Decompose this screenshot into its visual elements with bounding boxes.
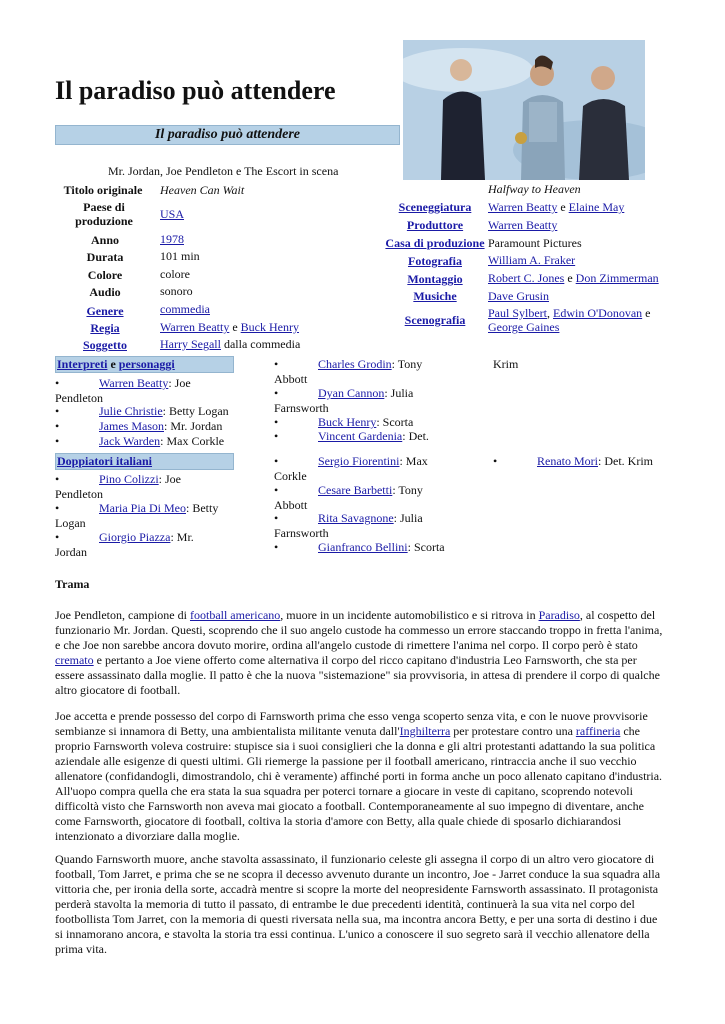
value-audio: sonoro xyxy=(160,284,193,298)
link-usa[interactable]: USA xyxy=(160,207,185,221)
link-buck-henry[interactable]: Buck Henry xyxy=(240,320,299,334)
link-cremato[interactable]: cremato xyxy=(55,653,94,667)
value-titolo-originale: Heaven Can Wait xyxy=(160,183,245,197)
link-actor[interactable]: Dyan Cannon xyxy=(318,386,385,400)
link-actor[interactable]: Julie Christie xyxy=(99,404,163,418)
link-william-fraker[interactable]: William A. Fraker xyxy=(488,253,576,267)
label-paese: Paese di produzione xyxy=(75,200,133,228)
link-football-americano[interactable]: football americano xyxy=(189,608,281,622)
link-elaine-may[interactable]: Elaine May xyxy=(568,200,625,214)
link-musiche[interactable]: Musiche xyxy=(413,289,457,303)
value-colore: colore xyxy=(160,267,190,281)
link-actor[interactable]: Gianfranco Bellini xyxy=(318,540,408,554)
label-audio: Audio xyxy=(89,285,121,299)
list-item: • Maria Pia Di Meo: Betty Logan xyxy=(55,501,219,530)
value-scenografia-line1: Paul Sylbert, Edwin O'Donovan e xyxy=(488,306,651,320)
link-actor[interactable]: Sergio Fiorentini xyxy=(318,454,400,468)
titolo-continuation: Halfway to Heaven xyxy=(488,182,581,196)
list-item: • Giorgio Piazza: Mr. Jordan xyxy=(55,530,194,559)
interpreti-col3-text: Krim xyxy=(493,357,519,371)
link-don-zimmerman[interactable]: Don Zimmerman xyxy=(575,271,659,285)
list-item: • Jack Warden: Max Corkle xyxy=(55,434,225,448)
infobox-header: Il paradiso può attendere xyxy=(55,125,400,145)
link-interpreti[interactable]: Interpreti xyxy=(57,357,108,371)
link-actor[interactable]: James Mason xyxy=(99,419,164,433)
link-produttore[interactable]: Produttore xyxy=(406,218,464,232)
value-soggetto: Harry Segall dalla commedia xyxy=(160,337,301,351)
plot-paragraph-1: Joe Pendleton, campione di football americano, muore in un incidente automobilistico e si ritrova in Paradiso, al cospetto del funzionario Mr. Jordan. Questi, scoprendo che il suo angelo custode ha commesso un errore staccando troppo in fretta l'anima, e che Joe non sarebbe ancora dovuto morire, ordina all'angelo custode di rimettere l'anima nel corpo. Il corpo però è stato cremato e pertanto a Joe viene offerto come alternativa il corpo del ricco capitano d'industria Leo Farnsworth, che sta per essere assassinato dalla moglie. Il patto è che la nuova "sistemazione" sia provvisoria, in attesa di prendere il corpo di qualche altro giocatore di football. xyxy=(55,608,663,697)
list-item: • James Mason: Mr. Jordan xyxy=(55,419,223,433)
list-item: • Gianfranco Bellini: Scorta xyxy=(274,540,445,554)
link-warren-beatty-2[interactable]: Warren Beatty xyxy=(488,200,558,214)
film-still-photo xyxy=(403,40,645,180)
doppiatori-header xyxy=(55,453,234,470)
plot-paragraph-3: Quando Farnsworth muore, anche stavolta assassinato, il funzionario celeste gli assegna il corpo di un altro vero giocatore di football, Tom Jarret, e prima che se ne scopra il decesso avvenuto durante un incontro, Joe - Jarret conduce la sua squadra alla vittoria che, per ironia della sorte, accadrà mentre si scopre la morte del neopresidente Farnsworth assassinato. Il protagonista perderà stavolta la memoria di tutto il passato, di entrambe le due precedenti identità, continuerà la sua vita nel corpo del footbollista Tom Jarret, con la memoria di questi riversata nella sua, ma incontra ancora Betty, e per una sorta di destino i due si innamorano ancora, e stavolta la storia tra essi continua. L'unico a conoscere il suo segreto sarà il vecchio allenatore della prima vita. xyxy=(55,852,661,956)
link-soggetto[interactable]: Soggetto xyxy=(83,338,127,352)
link-actor[interactable]: Giorgio Piazza xyxy=(99,530,171,544)
link-actor[interactable]: Buck Henry xyxy=(318,415,377,429)
list-item: • Julie Christie: Betty Logan xyxy=(55,404,229,418)
list-item: • Rita Savagnone: Julia Farnsworth xyxy=(274,511,423,540)
link-genere[interactable]: Genere xyxy=(86,304,124,318)
link-montaggio[interactable]: Montaggio xyxy=(407,272,463,286)
link-harry-segall[interactable]: Harry Segall xyxy=(160,337,221,351)
link-1978[interactable]: 1978 xyxy=(160,232,184,246)
link-doppiatori-italiani[interactable]: Doppiatori italiani xyxy=(57,454,153,468)
link-casa-produzione[interactable]: Casa di produzione xyxy=(385,236,485,250)
list-item: • Buck Henry: Scorta xyxy=(274,415,414,429)
label-durata: Durata xyxy=(86,250,124,264)
page-title: Il paradiso può attendere xyxy=(55,76,336,105)
link-paul-sylbert[interactable]: Paul Sylbert xyxy=(488,306,547,320)
link-actor[interactable]: Charles Grodin xyxy=(318,357,392,371)
list-item: • Charles Grodin: Tony Abbott xyxy=(274,357,423,386)
value-regia: Warren Beatty e Buck Henry xyxy=(160,320,299,334)
link-warren-beatty-3[interactable]: Warren Beatty xyxy=(488,218,558,232)
link-actor[interactable]: Jack Warden xyxy=(99,434,161,448)
link-actor[interactable]: Rita Savagnone xyxy=(318,511,394,525)
link-actor[interactable]: Vincent Gardenia xyxy=(318,429,403,443)
label-colore: Colore xyxy=(87,268,123,282)
trama-heading: Trama xyxy=(55,577,90,591)
link-robert-jones[interactable]: Robert C. Jones xyxy=(488,271,565,285)
list-item: • Sergio Fiorentini: Max Corkle xyxy=(274,454,428,483)
value-montaggio: Robert C. Jones e Don Zimmerman xyxy=(488,271,659,285)
link-edwin-odonovan[interactable]: Edwin O'Donovan xyxy=(553,306,643,320)
list-item: • Renato Mori: Det. Krim xyxy=(493,454,653,468)
link-actor[interactable]: Renato Mori xyxy=(537,454,598,468)
link-sceneggiatura[interactable]: Sceneggiatura xyxy=(398,200,472,214)
list-item: • Vincent Gardenia: Det. xyxy=(274,429,429,443)
link-inghilterra[interactable]: Inghilterra xyxy=(399,724,451,738)
list-item: • Cesare Barbetti: Tony Abbott xyxy=(274,483,423,512)
scene-illustration xyxy=(403,40,645,180)
list-item: • Pino Colizzi: Joe Pendleton xyxy=(55,472,182,501)
plot-paragraph-2: Joe accetta e prende possesso del corpo di Farnsworth prima che esso venga scoperto senza vita, e con le nuove provvisorie sembianze si innamora di Betty, una ambientalista militante venuta dall'Inghilterra per protestare contro una raffineria che proprio Farnsworth voleva costruire: stupisce sia i suoi consiglieri che la donna e gli altri protestanti adattando la sua politica aziendale alle esigenze di questi ultimi. Gli riemerge la passione per il football americano, rintraccia anche il suo vecchio allenatore (confidandogli, dimostrandolo, chi è veramente) affinché porti in forma anche un poco allenato capitano d'industria. All'uopo compra quella che era stata la sua squadra per poterci tornare a giocare in veste di capitano, scoprendo notevoli difficoltà visto che Farnsworth non aveva mai giocato a football. Contemporaneamente al suo impegno di diventare, anche come Farnsworth, giocatore di football, coltiva la storia d'amore con Betty, alla quale chiede di sposarlo dichiarandosi intenzionato a divorziare dalla moglie. xyxy=(55,709,663,843)
value-casa-produzione: Paramount Pictures xyxy=(488,236,582,250)
link-actor[interactable]: Warren Beatty xyxy=(99,376,169,390)
link-scenografia[interactable]: Scenografia xyxy=(404,313,466,327)
link-fotografia[interactable]: Fotografia xyxy=(408,254,462,268)
link-warren-beatty[interactable]: Warren Beatty xyxy=(160,320,230,334)
interpreti-header: Interpreti e personaggi xyxy=(55,356,234,373)
label-anno: Anno xyxy=(90,233,119,247)
link-personaggi[interactable]: personaggi xyxy=(118,357,175,371)
link-commedia[interactable]: commedia xyxy=(160,302,210,316)
link-actor[interactable]: Cesare Barbetti xyxy=(318,483,393,497)
link-george-gaines[interactable]: George Gaines xyxy=(488,320,560,334)
link-dave-grusin[interactable]: Dave Grusin xyxy=(488,289,549,303)
link-actor[interactable]: Maria Pia Di Meo xyxy=(99,501,186,515)
image-caption: Mr. Jordan, Joe Pendleton e The Escort in scena xyxy=(108,164,339,178)
value-durata: 101 min xyxy=(160,249,200,263)
list-item: • Warren Beatty: Joe Pendleton xyxy=(55,376,191,405)
list-item: • Dyan Cannon: Julia Farnsworth xyxy=(274,386,414,415)
link-paradiso[interactable]: Paradiso xyxy=(538,608,580,622)
label-titolo-originale: Titolo originale xyxy=(63,183,143,197)
value-sceneggiatura: Warren Beatty e Elaine May xyxy=(488,200,625,214)
link-raffineria[interactable]: raffineria xyxy=(575,724,621,738)
link-regia[interactable]: Regia xyxy=(90,321,120,335)
link-actor[interactable]: Pino Colizzi xyxy=(99,472,159,486)
